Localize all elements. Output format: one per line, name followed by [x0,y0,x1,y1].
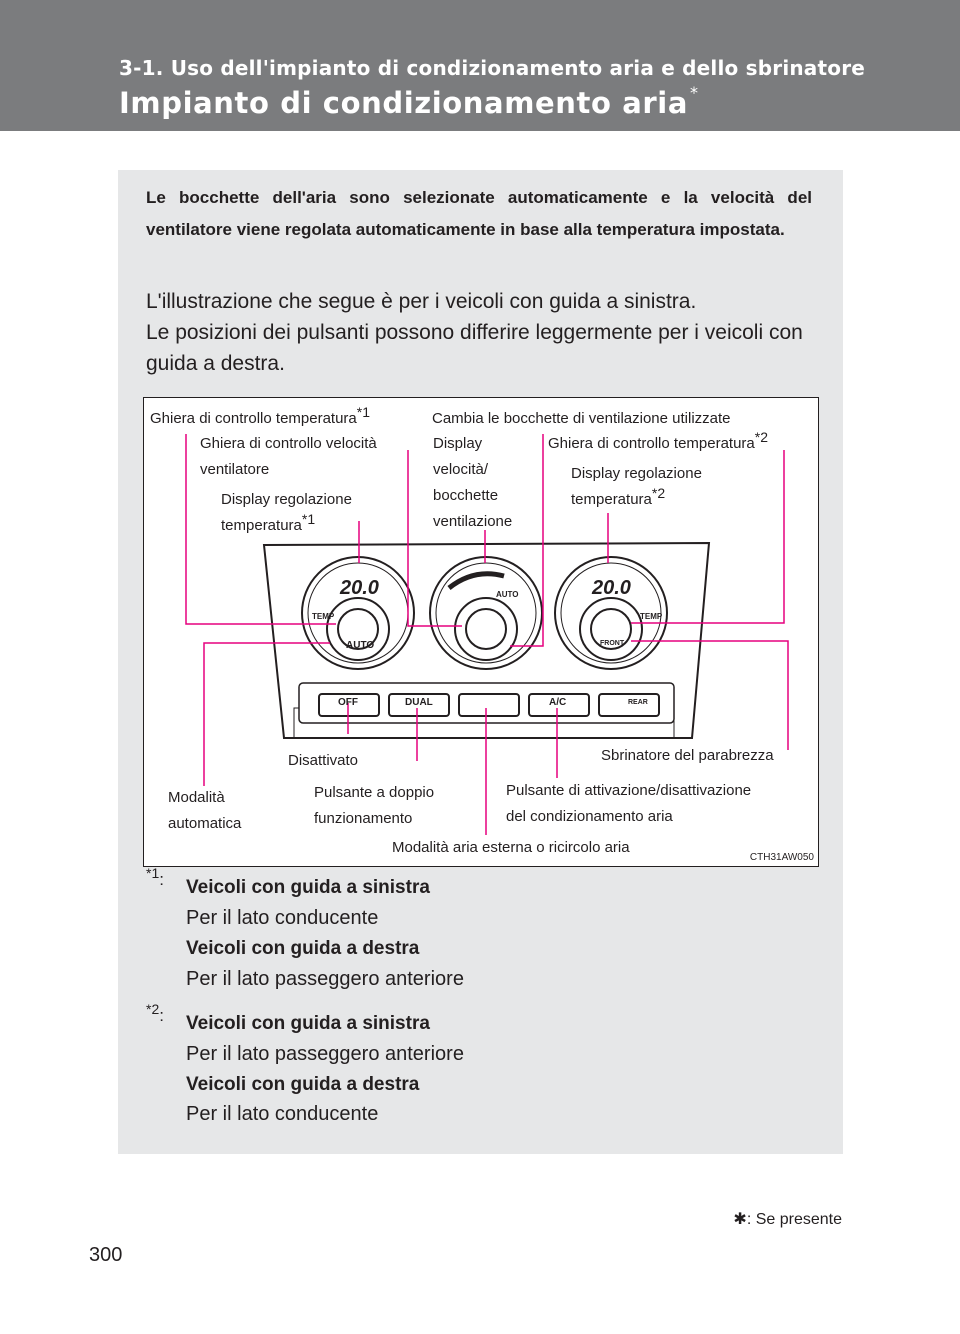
label-display-fan-d: ventilazione [433,513,513,530]
note-2-text-1: Per il lato passeggero anteriore [186,1043,464,1065]
right-temp-label: TEMP [640,612,663,621]
note-2-key: $^{*2}$: [146,1001,164,1025]
header-bar [0,0,960,131]
label-temp-display-2-a: Display regolazione [571,465,702,482]
ac-button[interactable]: A/C [549,697,567,708]
label-fan-dial-b: ventilatore [200,461,270,478]
off-button[interactable]: OFF [338,697,358,708]
front-defroster-button[interactable]: FRONT [600,640,625,647]
note-2-text-2: Per il lato conducente [186,1103,379,1125]
label-temp-dial-2-text: Ghiera di controllo temperatura [548,435,755,452]
page-title-text: Impianto di condizionamento aria [119,86,689,120]
label-ac-b: del condizionamento aria [506,808,673,825]
note-1-bold-2: Veicoli con guida a destra [186,938,420,959]
left-temp-label: TEMP [312,612,335,621]
label-temp-display-2-b-text: temperatura [571,491,652,508]
note-2-key-text: *2 [146,1001,160,1017]
label-vents-switch: Cambia le bocchette di ventilazione utilizzate [432,410,731,427]
label-display-fan-b: velocità/ [433,461,489,478]
label-auto-a: Modalità [168,789,225,806]
label-defroster: Sbrinatore del parabrezza [601,747,774,764]
intro-line-1: L'illustrazione che segue è per i veicoli con guida a sinistra. [146,290,697,313]
center-dial [430,557,542,669]
label-off: Disattivato [288,752,359,769]
footnote-mark: ✱ [733,1211,747,1228]
rear-defogger-button[interactable]: REAR [628,699,648,706]
label-temp-display-1-sup: *1 [301,511,316,527]
auto-button[interactable]: AUTO [346,640,375,651]
button-row [319,694,659,716]
label-temp-display-2-sup: *2 [651,485,666,501]
label-temp-display-1-b [221,513,315,538]
label-temp-display-1-b-text: temperatura [221,517,302,534]
page-number: 300 [89,1244,123,1266]
label-temp-dial-1 [150,406,370,431]
label-temp-display-2-b [571,487,665,512]
figure-box [143,397,819,867]
note-1-bold-1: Veicoli con guida a sinistra [186,877,430,898]
label-temp-dial-1-text: Ghiera di controllo temperatura [150,410,357,427]
label-dual-b: funzionamento [314,810,413,827]
label-auto-b: automatica [168,815,242,832]
label-temp-dial-2-sup: *2 [754,429,769,445]
section-title: 3-1. Uso dell'impianto di condizionamento aria e dello sbrinatore [119,56,866,80]
right-temp-display: 20.0 [592,577,631,599]
label-fan-dial-a: Ghiera di controllo velocità [200,435,377,452]
label-temp-display-1-a: Display regolazione [221,491,352,508]
left-temp-display: 20.0 [340,577,379,599]
note-2-bold-1: Veicoli con guida a sinistra [186,1013,430,1034]
figure-code: CTH31AW050 [749,852,814,863]
intro-line-2: Le posizioni dei pulsanti possono differire leggermente per i veicoli con guida a destra. [146,321,803,375]
auto-indicator: AUTO [496,590,519,599]
label-ac-a: Pulsante di attivazione/disattivazione [506,782,752,799]
note-1-key: $^{*1}$: [146,865,164,889]
label-display-fan-a: Display [433,435,483,452]
label-recirc: Modalità aria esterna o ricircolo aria [392,839,630,856]
page-title [119,83,699,120]
note-1-key-text: *1 [146,865,160,881]
note-1-text-2: Per il lato passeggero anteriore [186,968,464,990]
note-2-bold-2: Veicoli con guida a destra [186,1074,420,1095]
intro-paragraph [146,286,826,379]
label-display-fan-c: bocchette [433,487,499,504]
note-1-text-1: Per il lato conducente [186,907,379,929]
label-temp-dial-1-sup: *1 [356,404,371,420]
title-asterisk: * [690,83,699,103]
label-dual-a: Pulsante a doppio [314,784,435,801]
availability-footnote [733,1209,842,1229]
dual-button[interactable]: DUAL [405,697,433,708]
intro-bold-paragraph: Le bocchette dell'aria sono selezionate automaticamente e la velocità del ventilatore viene regolata automaticamente in base alla temperatura impostata. [146,188,812,239]
footnote-text: : Se presente [746,1211,842,1228]
label-temp-dial-2 [548,431,768,456]
